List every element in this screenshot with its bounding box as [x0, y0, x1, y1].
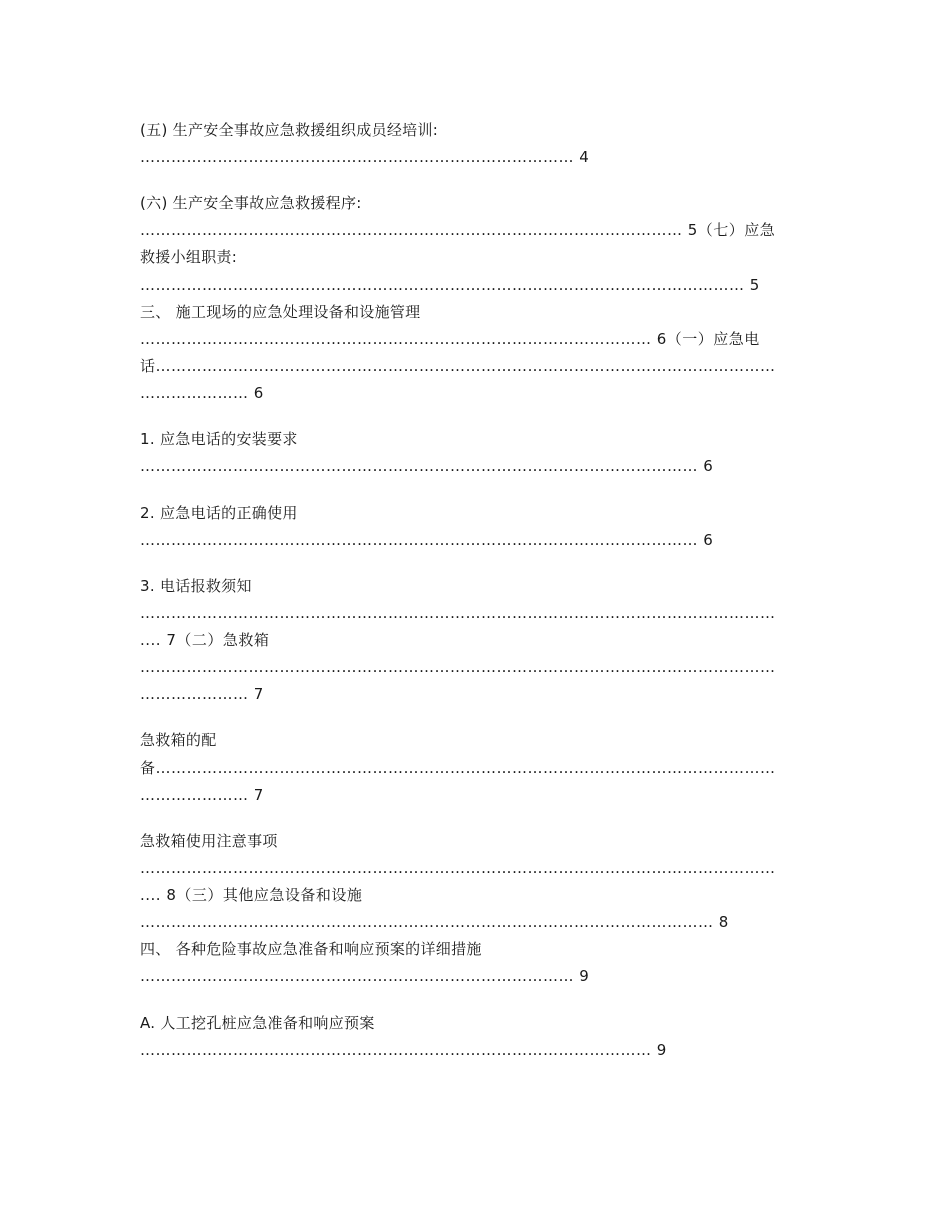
- toc-entry-box-notes-leader: ……………………………………………………………………………………………………………: [140, 859, 776, 877]
- toc-section-4-title: 四、 各种危险事故应急准备和响应预案的详细措施: [140, 940, 482, 958]
- toc-entry-phone-page: ………………… 6: [140, 384, 264, 402]
- toc-entry-7-title: 救援小组职责:: [140, 248, 238, 266]
- toc-entry-phone-use-title: 2. 应急电话的正确使用: [140, 504, 298, 522]
- toc-entry-box-config-leader: 备…………………………………………………………………………………………………………: [140, 759, 776, 777]
- toc-entry-6-title: (六) 生产安全事故应急救援程序:: [140, 194, 362, 212]
- toc-entry-box-config-page: ………………… 7: [140, 786, 264, 804]
- toc-entry-phone-report-title: 3. 电话报救须知: [140, 577, 252, 595]
- toc-entry-other-equipment-title: .... 8（三）其他应急设备和设施: [140, 886, 363, 904]
- toc-entry-firstaid-box-title: .... 7（二）急救箱: [140, 631, 270, 649]
- toc-entry-7-leader: ……………………………………………………………………………………………………… 5: [140, 276, 760, 294]
- toc-section-3-title: 三、 施工现场的应急处理设备和设施管理: [140, 303, 421, 321]
- toc-section-4-leader: ………………………………………………………………………… 9: [140, 967, 590, 985]
- toc-entry-phone-use-leader: ……………………………………………………………………………………………… 6: [140, 531, 714, 549]
- toc-section-3-leader: ……………………………………………………………………………………… 6（一）应急电: [140, 330, 760, 348]
- toc-entry-6-leader: …………………………………………………………………………………………… 5（七）应急: [140, 221, 776, 239]
- toc-entry-phone-install-leader: ……………………………………………………………………………………………… 6: [140, 457, 714, 475]
- toc-entry-a-leader: ……………………………………………………………………………………… 9: [140, 1041, 667, 1059]
- toc-entry-a-title: A. 人工挖孔桩应急准备和响应预案: [140, 1014, 375, 1032]
- toc-entry-box-config-title: 急救箱的配: [140, 731, 217, 749]
- toc-entry-other-equipment-leader: ………………………………………………………………………………………………… 8: [140, 913, 729, 931]
- toc-entry-phone-leader: 话…………………………………………………………………………………………………………: [140, 357, 776, 375]
- toc-entry-5-title: (五) 生产安全事故应急救援组织成员经培训:: [140, 121, 439, 139]
- toc-entry-firstaid-box-page: ………………… 7: [140, 685, 264, 703]
- toc-entry-firstaid-box-leader: ……………………………………………………………………………………………………………: [140, 658, 776, 676]
- toc-entry-phone-install-title: 1. 应急电话的安装要求: [140, 430, 298, 448]
- toc-entry-phone-report-leader: ……………………………………………………………………………………………………………: [140, 604, 776, 622]
- toc-entry-box-notes-title: 急救箱使用注意事项: [140, 832, 278, 850]
- toc-entry-5-leader: ………………………………………………………………………… 4: [140, 148, 590, 166]
